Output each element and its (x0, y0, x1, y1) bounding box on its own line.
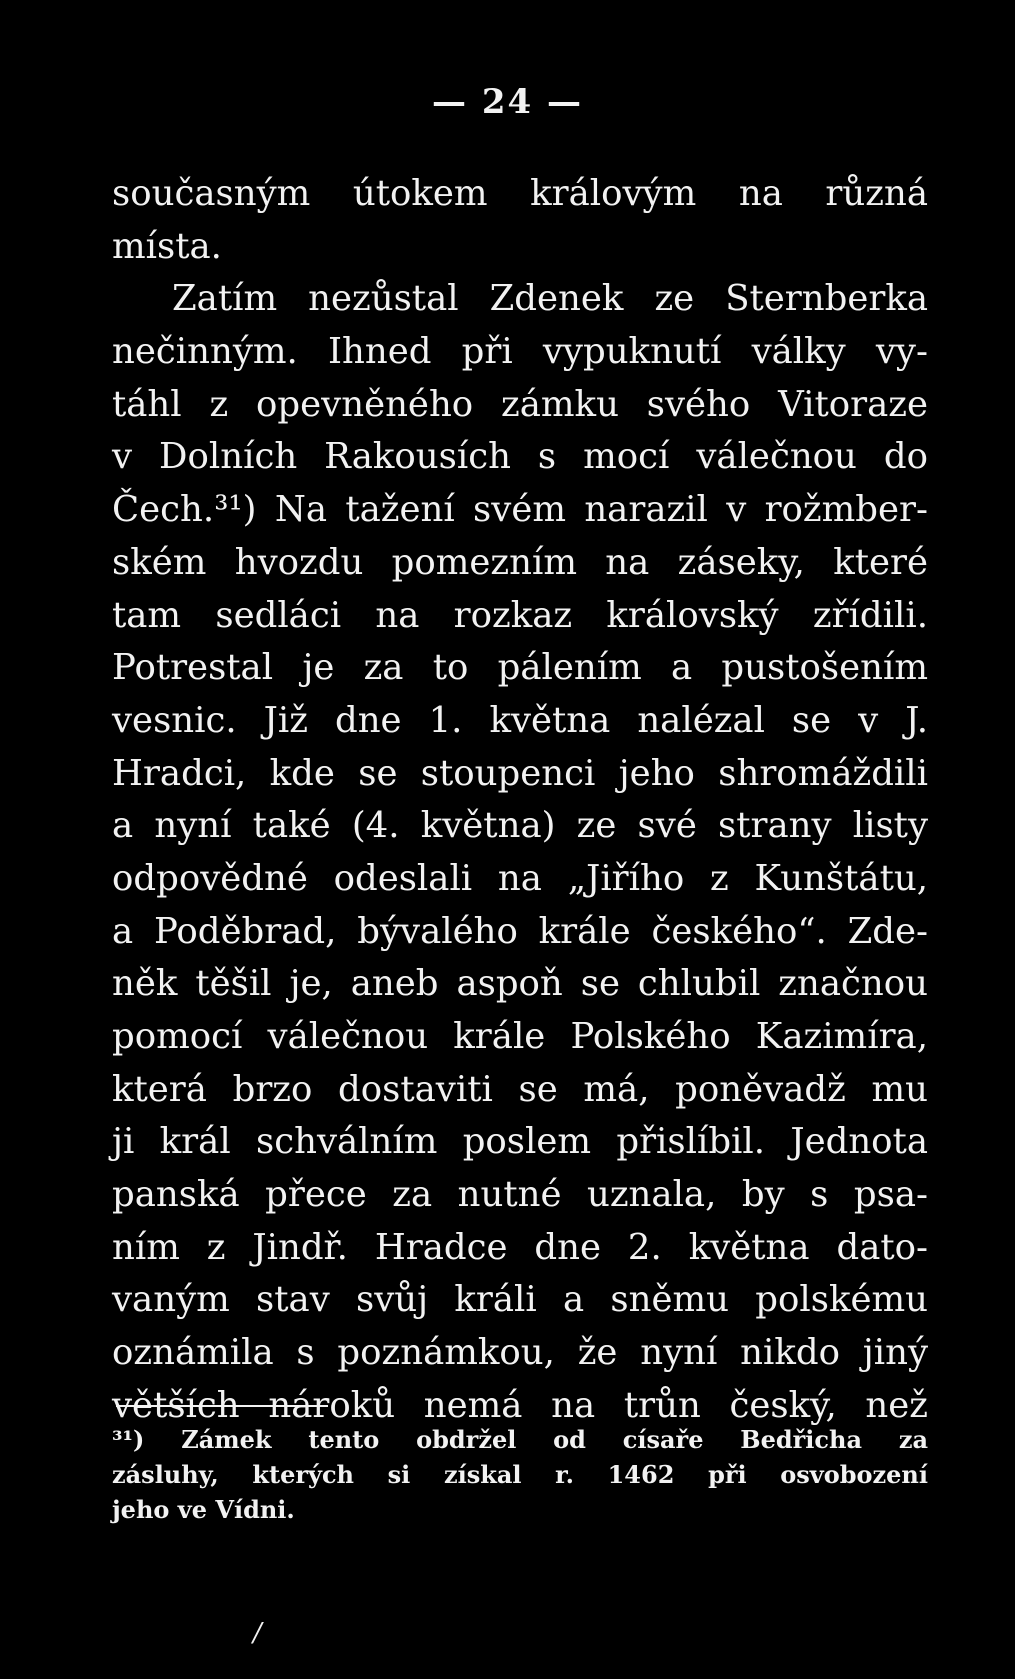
page-number: — 24 — (432, 82, 583, 122)
footnote (112, 1422, 928, 1527)
text-line: něk těšil je, aneb aspoň se chlubil značnou (112, 963, 928, 1005)
text-line: ji král schválním poslem přislíbil. Jednota (112, 1121, 928, 1163)
footnote-line: zásluhy, kterých si získal r. 1462 při osvobození (112, 1460, 928, 1489)
text-line: a nyní také (4. května) ze své strany listy (112, 805, 928, 847)
text-line: táhl z opevněného zámku svého Vitoraze (112, 383, 928, 425)
text-line: oznámila s poznámkou, že nyní nikdo jiný (112, 1332, 928, 1374)
stray-mark: / (253, 1618, 262, 1648)
text-line: tam sedláci na rozkaz královský zřídili. (112, 594, 928, 636)
text-line: panská přece za nutné uznala, by s psa- (112, 1174, 928, 1216)
text-line: větších nároků nemá na trůn český, než (112, 1384, 928, 1426)
text-line: a Poděbrad, bývalého krále českého“. Zde- (112, 910, 928, 952)
text-line: ském hvozdu pomezním na záseky, které (112, 541, 928, 583)
text-line: Potrestal je za to pálením a pustošením (112, 647, 928, 689)
text-line: v Dolních Rakousích s mocí válečnou do (112, 436, 928, 478)
footnote-divider (116, 1405, 328, 1407)
text-line: Zatím nezůstal Zdenek ze Sternberka (172, 278, 928, 320)
footnote-line: jeho ve Vídni. (112, 1495, 295, 1524)
text-line: Hradci, kde se stoupenci jeho shromáždili (112, 752, 928, 794)
text-line: současným útokem královým na různá (112, 173, 928, 214)
text-line: Čech.³¹) Na tažení svém narazil v rožmber- (112, 489, 928, 531)
text-line: místa. (112, 225, 222, 267)
text-line: ním z Jindř. Hradce dne 2. května dato- (112, 1226, 928, 1268)
text-line: odpovědné odeslali na „Jiřího z Kunštátu, (112, 857, 928, 899)
text-line: vaným stav svůj králi a sněmu polskému (112, 1279, 928, 1321)
footnote-line: ³¹) Zámek tento obdržel od císaře Bedřicha za (112, 1425, 928, 1454)
main-text (112, 168, 928, 1433)
text-line: nečinným. Ihned při vypuknutí války vy- (112, 331, 928, 373)
text-line: pomocí válečnou krále Polského Kazimíra, (112, 1016, 928, 1057)
text-line: která brzo dostaviti se má, poněvadž mu (112, 1068, 928, 1110)
text-line: vesnic. Již dne 1. května nalézal se v J. (112, 699, 928, 741)
